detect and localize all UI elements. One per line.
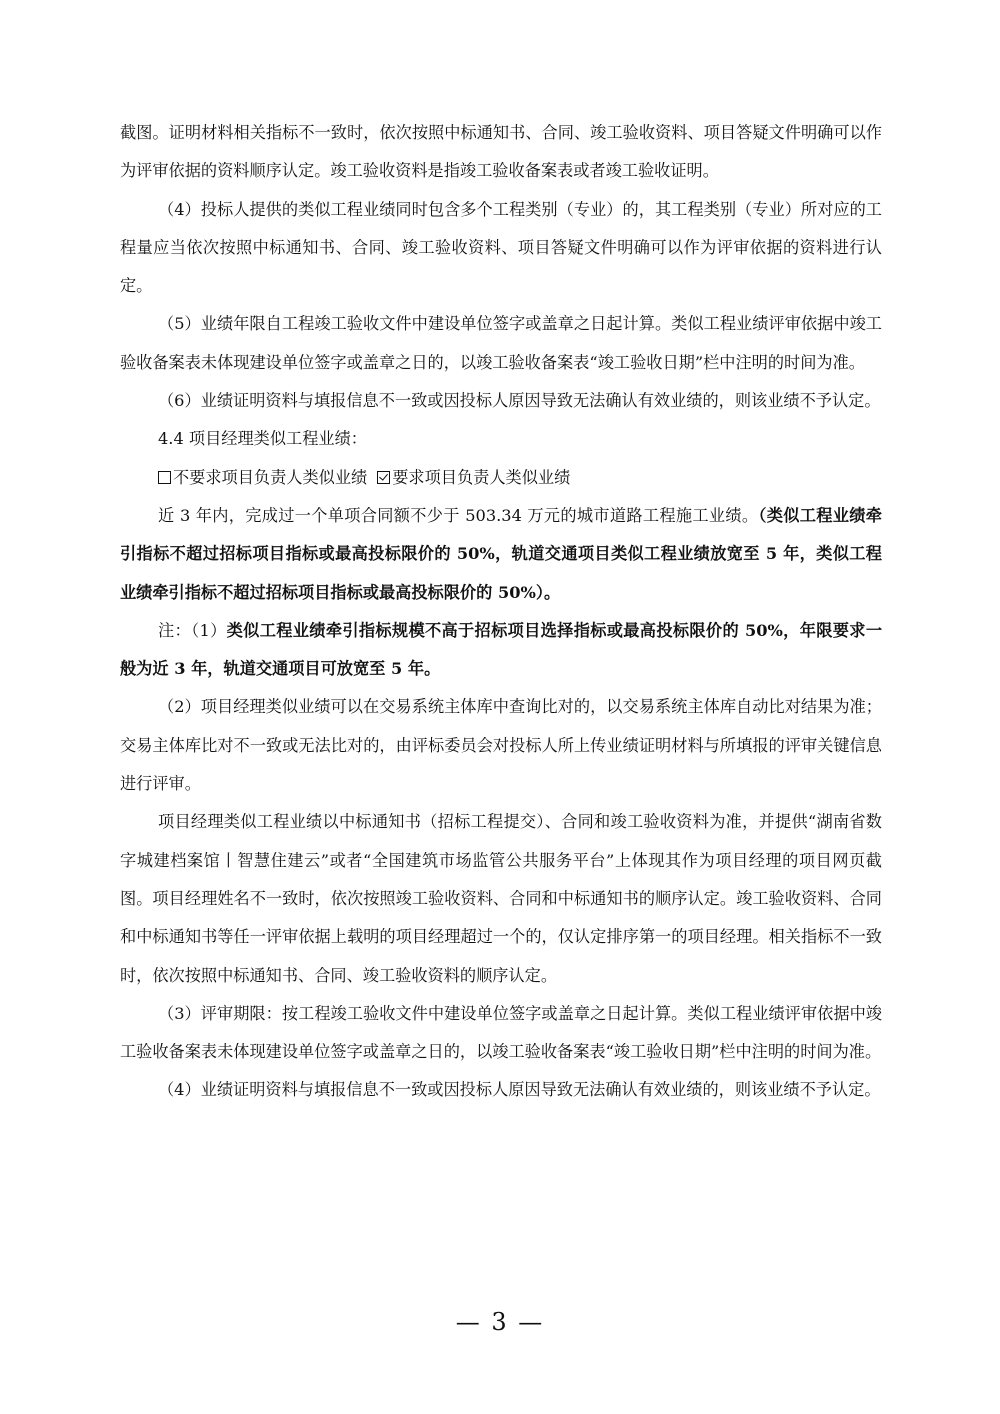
note-bold-text: 类似工程业绩牵引指标规模不高于招标项目选择指标或最高投标限价的 50%，年限要求一般为近 3 年，轨道交通项目可放宽至 5 年。: [120, 620, 883, 679]
section-heading-4-4: 4.4 项目经理类似工程业绩：: [158, 429, 367, 449]
checkbox-required-checked[interactable]: [377, 471, 390, 484]
paragraph-note-3: （3）评审期限：按工程竣工验收文件中建设单位签字或盖章之日起计算。类似工程业绩评审依据中竣工验收备案表未体现建设单位签字或盖章之日的，以竣工验收备案表“竣工验收日期”栏中注明的时间为准。: [120, 1003, 882, 1062]
note-prefix: 注：（1）: [158, 620, 227, 640]
page-number: — 3 —: [455, 1308, 545, 1336]
document-body: [120, 114, 882, 1110]
paragraph-item-5: （5）业绩年限自工程竣工验收文件中建设单位签字或盖章之日起计算。类似工程业绩评审依据中竣工验收备案表未体现建设单位签字或盖章之日的，以竣工验收备案表“竣工验收日期”栏中注明的时间为准。: [120, 314, 882, 372]
paragraph-requirement: [120, 497, 882, 612]
paragraph-note-1: [120, 612, 882, 689]
paragraph-item-4: （4）投标人提供的类似工程业绩同时包含多个工程类别（专业）的，其工程类别（专业）所对应的工程量应当依次按照中标通知书、合同、竣工验收资料、项目答疑文件明确可以作为评审依据的资料进行认定。: [120, 199, 882, 296]
requirement-checkboxes: [120, 459, 882, 497]
checkbox-not-required[interactable]: [158, 471, 171, 484]
checkbox-label-not-required: 不要求项目负责人类似业绩: [173, 467, 368, 487]
paragraph-materials-order: 截图。证明材料相关指标不一致时，依次按照中标通知书、合同、竣工验收资料、项目答疑文件明确可以作为评审依据的资料顺序认定。竣工验收资料是指竣工验收备案表或者竣工验收证明。: [120, 123, 882, 181]
paragraph-note-2: （2）项目经理类似业绩可以在交易系统主体库中查询比对的，以交易系统主体库自动比对结果为准；交易主体库比对不一致或无法比对的，由评标委员会对投标人所上传业绩证明材料与所填报的评审关键信息进行评审。: [120, 697, 882, 794]
requirement-bold-note: （类似工程业绩牵引指标不超过招标项目指标或最高投标限价的 50%，轨道交通项目类似工程业绩放宽至 5 年，类似工程业绩牵引指标不超过招标项目指标或最高投标限价的 50%）。: [120, 505, 882, 602]
paragraph-item-6: （6）业绩证明资料与填报信息不一致或因投标人原因导致无法确认有效业绩的，则该业绩不予认定。: [158, 391, 881, 411]
requirement-text: 近 3 年内，完成过一个单项合同额不少于 503.34 万元的城市道路工程施工业绩。: [158, 505, 759, 525]
paragraph-pm-performance: 项目经理类似工程业绩以中标通知书（招标工程提交）、合同和竣工验收资料为准，并提供“湖南省数字城建档案馆丨智慧住建云”或者“全国建筑市场监管公共服务平台”上体现其作为项目经理的项目网页截图。项目经理姓名不一致时，依次按照竣工验收资料、合同和中标通知书的顺序认定。竣工验收资料、合同和中标通知书等任一评审依据上载明的项目经理超过一个的，仅认定排序第一的项目经理。相关指标不一致时，依次按照中标通知书、合同、竣工验收资料的顺序认定。: [120, 812, 882, 985]
paragraph-note-4: （4）业绩证明资料与填报信息不一致或因投标人原因导致无法确认有效业绩的，则该业绩不予认定。: [158, 1080, 881, 1100]
checkbox-label-required: 要求项目负责人类似业绩: [392, 467, 571, 487]
